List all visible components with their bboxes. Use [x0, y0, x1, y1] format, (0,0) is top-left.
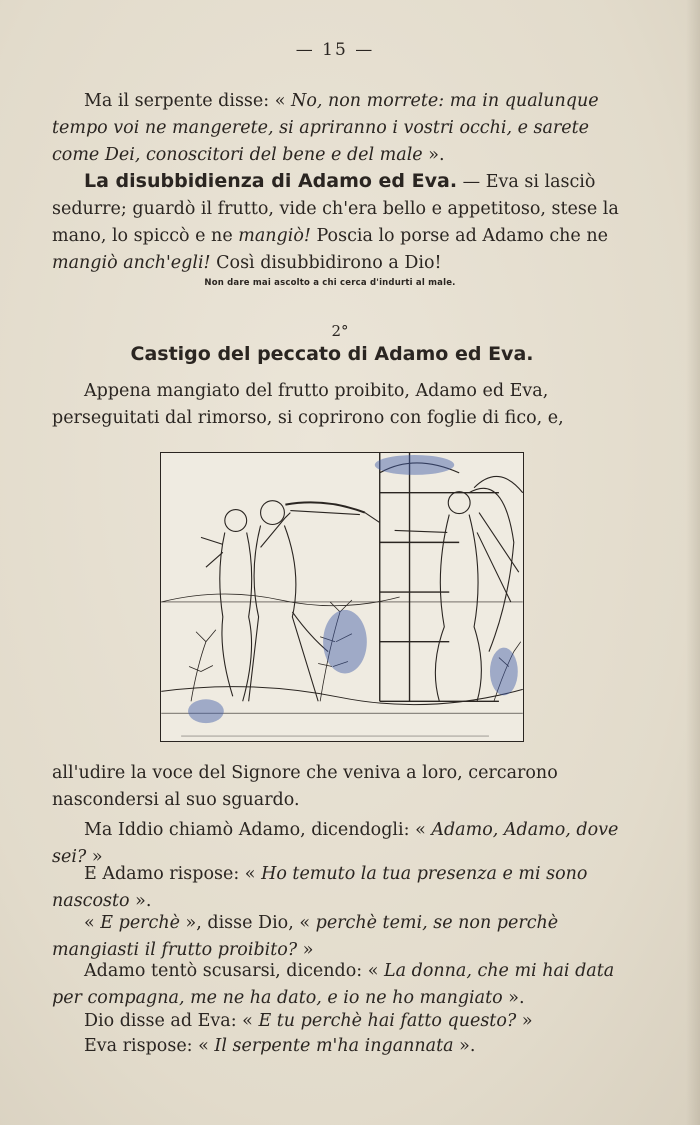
paragraph-hiding: all'udire la voce del Signore che veniva a loro, cercarono nascondersi al suo sguardo. [52, 763, 558, 810]
disobedience-text-2: Poscia lo porse ad Adamo che ne [310, 226, 608, 246]
eve-replies-lead: Eva rispose: « [84, 1036, 215, 1056]
serpent-lead: Ma il serpente disse: « [84, 91, 292, 111]
god-asks-b: », disse Dio, « [179, 913, 316, 933]
god-asks-q1: E perchè [100, 913, 180, 933]
paragraph-god-asks [52, 910, 632, 964]
adam-replies-quote: Ho temuto la tua presenza e mi sono nascosto [52, 864, 588, 911]
god-calls-quote: Adamo, Adamo, dove sei? [52, 820, 619, 867]
eve-replies-quote: Il serpente m'ha ingannata [214, 1036, 454, 1056]
disobedience-heading: La disubbidienza di Adamo ed Eva. [84, 170, 458, 192]
god-to-eve-lead: Dio disse ad Eva: « [84, 1011, 259, 1031]
paragraph-disobedience [52, 168, 632, 277]
moral-note: Non dare mai ascolto a chi cerca d'indurti al male. [204, 278, 456, 288]
serpent-end: ». [422, 145, 445, 165]
eve-replies-end: ». [453, 1036, 476, 1056]
adam-excuse-quote: La donna, che mi hai data per compagna, me ne ha dato, e io ne ho mangiato [52, 961, 615, 1008]
paragraph-adam-replies [52, 861, 632, 915]
god-asks-c: » [297, 940, 314, 960]
serpent-quote: No, non morrete: ma in qualunque tempo voi ne mangerete, si apriranno i vostri occhi, e sarete come Dei, conoscitori del bene e del male [52, 91, 599, 165]
disobedience-italic-1: mangiò! [238, 226, 311, 246]
adam-replies-end: ». [129, 891, 152, 911]
adam-replies-lead: E Adamo rispose: « [84, 864, 262, 884]
paragraph-serpent [52, 88, 632, 169]
section-number: 2° [331, 322, 349, 340]
paragraph-adam-excuse [52, 958, 632, 1012]
disobedience-text-3: Così disubbidirono a Dio! [210, 253, 442, 273]
paragraph-eve-replies [52, 1033, 632, 1060]
god-calls-lead: Ma Iddio chiamò Adamo, dicendogli: « [84, 820, 432, 840]
paragraph-god-to-eve [52, 1008, 632, 1035]
adam-excuse-end: ». [502, 988, 525, 1008]
god-asks-q2: perchè temi, se non perchè mangiasti il frutto proibito? [52, 913, 559, 960]
adam-excuse-lead: Adamo tentò scusarsi, dicendo: « [84, 961, 384, 981]
disobedience-italic-2: mangiò anch'egli! [52, 253, 211, 273]
section-title: Castigo del peccato di Adamo ed Eva. [130, 343, 534, 365]
page-edge-shadow [686, 0, 700, 1125]
god-asks-a: « [84, 913, 101, 933]
paragraph-after-eating: Appena mangiato del frutto proibito, Adamo ed Eva, perseguitati dal rimorso, si coprirono con foglie di fico, e, [52, 381, 564, 428]
god-to-eve-end: » [516, 1011, 533, 1031]
god-calls-end: » [86, 847, 103, 867]
engraving-drawing [161, 453, 523, 741]
illustration-expulsion [160, 452, 524, 742]
page-number: — 15 — [295, 40, 375, 60]
god-to-eve-quote: E tu perchè hai fatto questo? [258, 1011, 517, 1031]
disobedience-text-1: — Eva si lasciò sedurre; guardò il frutto, vide ch'era bello e appetitoso, stese la mano, lo spiccò e ne [52, 172, 619, 246]
